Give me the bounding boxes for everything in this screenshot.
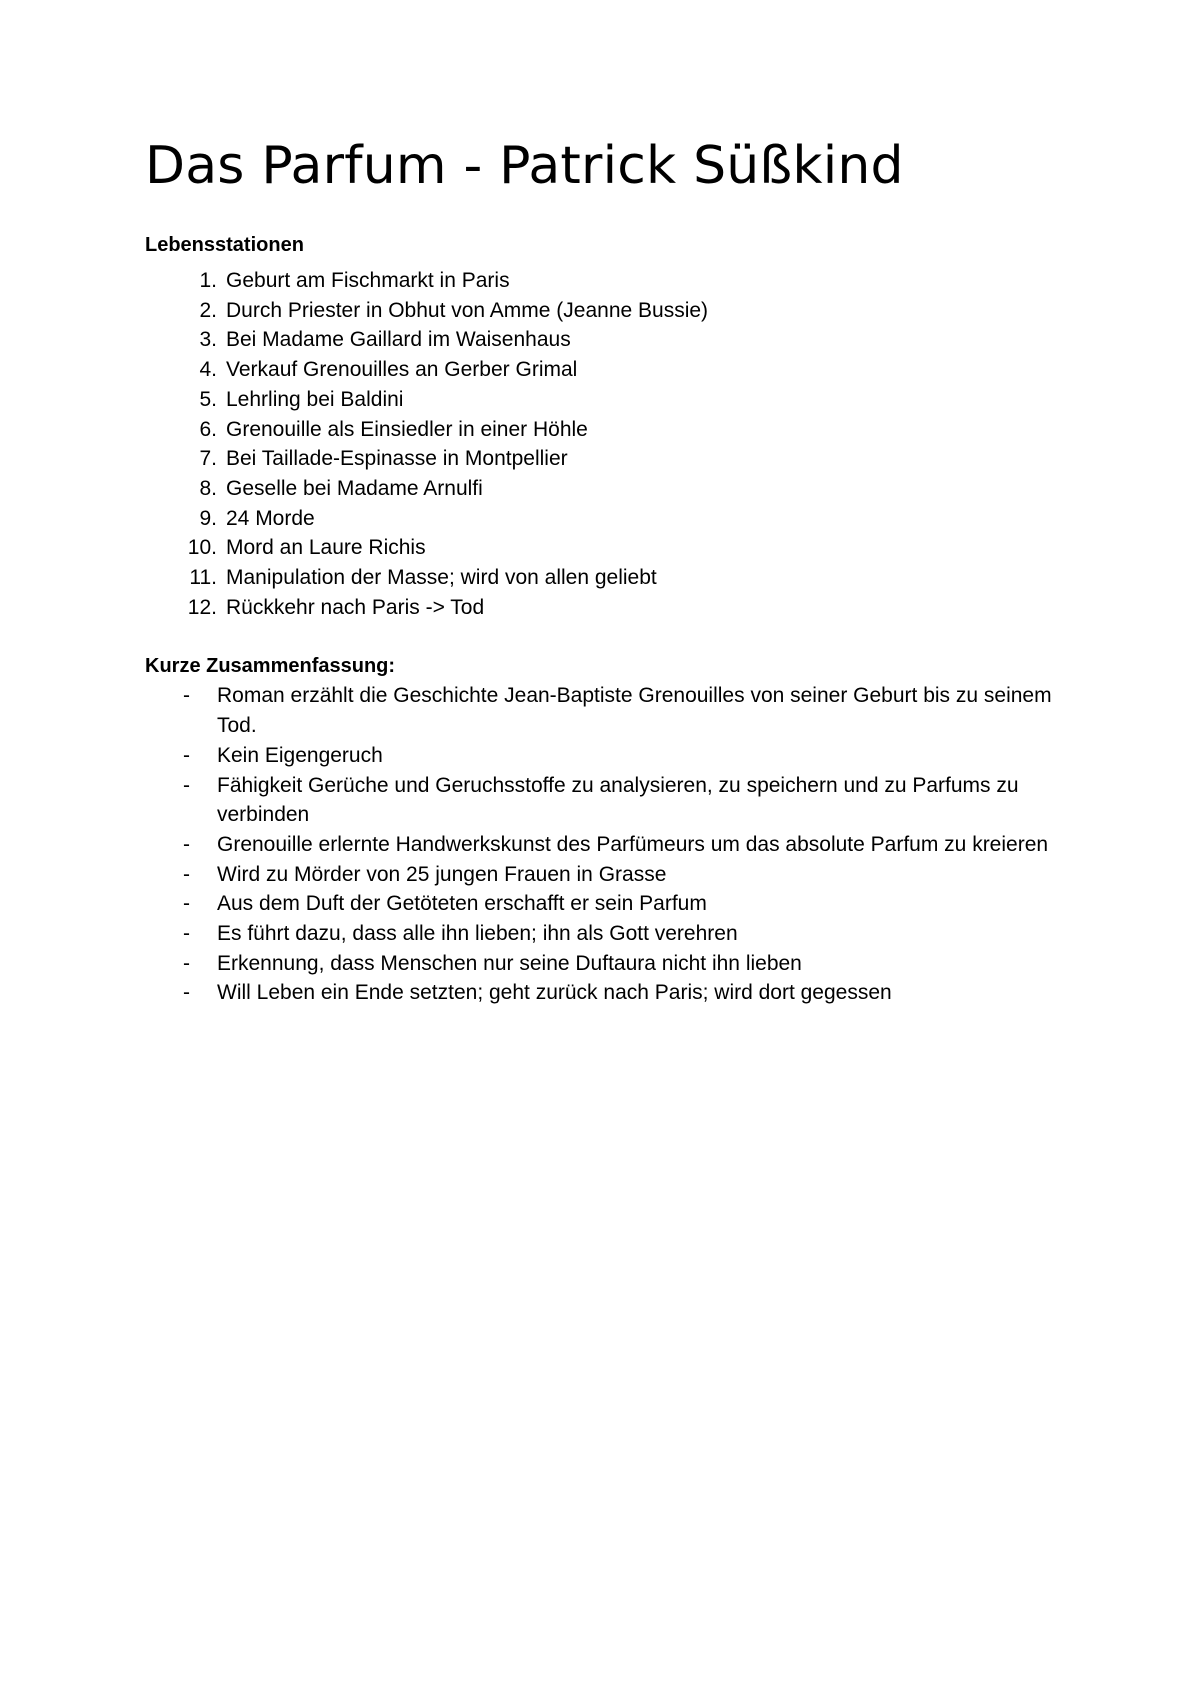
- list-number: 3.: [199, 328, 217, 352]
- list-item-text: Roman erzählt die Geschichte Jean-Baptiste Grenouilles von seiner Geburt bis zu seinem Tod.: [217, 684, 1052, 738]
- list-number: 7.: [199, 447, 217, 471]
- list-item-text: Grenouille erlernte Handwerkskunst des Parfümeurs um das absolute Parfum zu kreieren: [217, 832, 1049, 856]
- numbered-list-lebensstationen: [145, 266, 1065, 622]
- list-item: [145, 385, 1065, 415]
- list-item-text: Erkennung, dass Menschen nur seine Duftaura nicht ihn lieben: [217, 951, 802, 975]
- list-item: [145, 830, 1065, 860]
- list-item: [145, 504, 1065, 534]
- list-number: 6.: [199, 417, 217, 441]
- list-item: [145, 681, 1065, 740]
- document-page: [145, 136, 1065, 1008]
- list-item-text: 24 Morde: [226, 506, 315, 530]
- section-heading-zusammenfassung: Kurze Zusammenfassung:: [145, 655, 396, 678]
- list-item-text: Durch Priester in Obhut von Amme (Jeanne Bussie): [226, 298, 709, 322]
- list-item: [145, 889, 1065, 919]
- dash-bullet: -: [183, 981, 190, 1005]
- dash-bullet: -: [183, 684, 190, 708]
- list-item: [145, 296, 1065, 326]
- bullet-list-zusammenfassung: [145, 681, 1065, 1008]
- list-number: 1.: [199, 269, 217, 292]
- list-number: 5.: [199, 387, 217, 411]
- list-item-text: Rückkehr nach Paris -> Tod: [226, 595, 485, 619]
- list-item: [145, 978, 1065, 1008]
- list-item: [145, 741, 1065, 771]
- list-item-text: Verkauf Grenouilles an Gerber Grimal: [226, 358, 578, 382]
- list-item: [145, 444, 1065, 474]
- list-item-text: Mord an Laure Richis: [226, 536, 426, 560]
- list-item-text: Geselle bei Madame Arnulfi: [226, 476, 483, 500]
- list-item: [145, 355, 1065, 385]
- list-item: [145, 474, 1065, 504]
- list-item: [145, 593, 1065, 623]
- paragraph-spacer: [145, 622, 1065, 651]
- list-item: [145, 533, 1065, 563]
- section-heading-lebensstationen: Lebensstationen: [145, 234, 304, 256]
- list-number: 11.: [189, 566, 217, 590]
- list-number: 10.: [187, 536, 217, 560]
- list-item-text: Bei Madame Gaillard im Waisenhaus: [226, 328, 571, 352]
- list-item-text: Will Leben ein Ende setzten; geht zurück nach Paris; wird dort gegessen: [217, 981, 892, 1005]
- list-item-text: Fähigkeit Gerüche und Geruchsstoffe zu analysieren, zu speichern und zu Parfums zu verbinden: [217, 773, 1019, 827]
- list-item-text: Wird zu Mörder von 25 jungen Frauen in Grasse: [217, 862, 667, 886]
- list-item: [145, 949, 1065, 979]
- list-item: [145, 563, 1065, 593]
- list-number: 2.: [199, 298, 217, 322]
- list-item-text: Geburt am Fischmarkt in Paris: [226, 269, 510, 292]
- list-item-text: Kein Eigengeruch: [217, 743, 383, 767]
- dash-bullet: -: [183, 892, 190, 916]
- dash-bullet: -: [183, 743, 190, 767]
- list-item-text: Bei Taillade-Espinasse in Montpellier: [226, 447, 568, 471]
- list-item-text: Grenouille als Einsiedler in einer Höhle: [226, 417, 588, 441]
- document-title: Das Parfum - Patrick Süßkind: [145, 136, 904, 196]
- dash-bullet: -: [183, 773, 190, 797]
- list-number: 8.: [199, 476, 217, 500]
- dash-bullet: -: [183, 951, 190, 975]
- list-item: [145, 860, 1065, 890]
- list-number: 9.: [199, 506, 217, 530]
- dash-bullet: -: [183, 922, 190, 946]
- list-number: 4.: [199, 358, 217, 382]
- dash-bullet: -: [183, 832, 190, 856]
- list-item: [145, 771, 1065, 830]
- list-item-text: Lehrling bei Baldini: [226, 387, 404, 411]
- list-item: [145, 325, 1065, 355]
- list-item-text: Es führt dazu, dass alle ihn lieben; ihn als Gott verehren: [217, 922, 738, 946]
- list-item: [145, 266, 1065, 296]
- list-item: [145, 919, 1065, 949]
- list-number: 12.: [187, 595, 217, 619]
- list-item: [145, 415, 1065, 445]
- list-item-text: Aus dem Duft der Getöteten erschafft er sein Parfum: [217, 892, 707, 916]
- dash-bullet: -: [183, 862, 190, 886]
- list-item-text: Manipulation der Masse; wird von allen geliebt: [226, 566, 657, 590]
